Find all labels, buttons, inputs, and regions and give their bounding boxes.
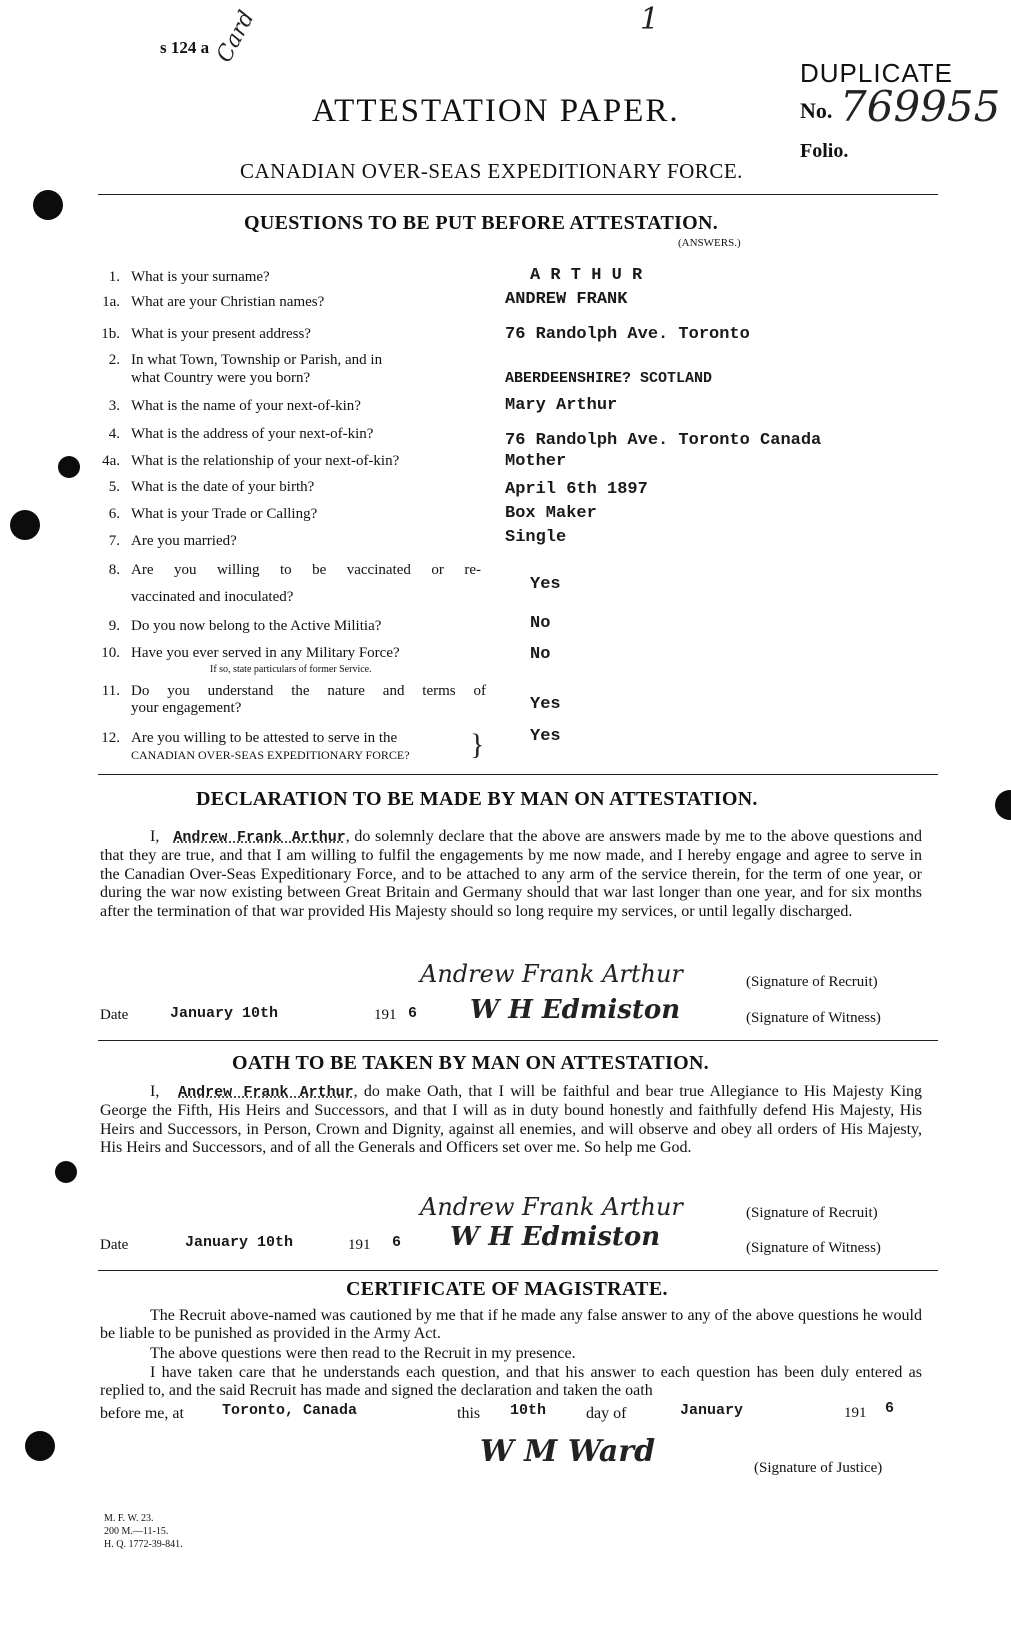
- answer-present-address: 76 Randolph Ave. Toronto: [505, 325, 750, 344]
- witness-signature: W H Edmiston: [450, 1222, 661, 1252]
- answers-label: (ANSWERS.): [678, 237, 741, 249]
- brace-mark: }: [470, 728, 485, 761]
- recruit-signature-label: (Signature of Recruit): [746, 1205, 878, 1221]
- question-text: Do you understand the nature and terms of: [131, 683, 486, 699]
- question-text: What are your Christian names?: [131, 294, 325, 310]
- punch-hole: [25, 1431, 55, 1461]
- question-text-cont: vaccinated and inoculated?: [131, 589, 294, 605]
- question-text: What is the address of your next-of-kin?: [131, 426, 374, 442]
- question-number: 10.: [101, 645, 120, 661]
- question-text: Do you now belong to the Active Militia?: [131, 618, 382, 634]
- declaration-body: , do solemnly declare that the above are answers made by me to the above questions and that they are true, and that I am willing to fulfil the engagements by me now made, and I hereby engage and agree to serve in the Canadian Over-Seas Expeditionary Force, and to be attached to any arm of the service therein, for the term of one year, or during the war now existing between Great Britain and Germany should that war last longer than one year, and for six months after the termination of that war provided His Majesty should so long require my services, or until legally discharged.: [100, 828, 923, 920]
- question-text: What is the name of your next-of-kin?: [131, 398, 361, 414]
- this-label: this: [457, 1405, 481, 1422]
- declaration-heading: DECLARATION TO BE MADE BY MAN ON ATTESTATION.: [196, 788, 758, 810]
- oath-heading: OATH TO BE TAKEN BY MAN ON ATTESTATION.: [232, 1052, 709, 1074]
- duplicate-stamp: DUPLICATE: [800, 58, 953, 88]
- answer-trade: Box Maker: [505, 504, 597, 523]
- question-text: What is the relationship of your next-of-kin?: [131, 453, 400, 469]
- question-text: What is your surname?: [131, 269, 270, 285]
- question-number: 1.: [108, 269, 120, 285]
- question-text-cont: CANADIAN OVER-SEAS EXPEDITIONARY FORCE?: [131, 748, 410, 762]
- divider: [98, 774, 938, 775]
- date-label: Date: [100, 1007, 129, 1023]
- oath-prefix: I,: [150, 1083, 160, 1100]
- form-code: s 124 a: [160, 38, 210, 57]
- answer-surname: A R T H U R: [530, 266, 643, 285]
- declaration-prefix: I,: [150, 828, 160, 845]
- oath-body: , do make Oath, that I will be faithful and bear true Allegiance to His Majesty King George the Fifth, His Heirs and Successors, and that I will as in duty bound honestly and faithfully defend His Majesty, His Heirs and Successors, in Person, Crown and Dignity, against all enemies, and will observe and obey all orders of His Majesty, His Heirs and Successors, and of all the Generals and Officers set over me. So help me God.: [100, 1083, 923, 1157]
- answer-willing-to-serve: Yes: [530, 727, 561, 746]
- question-text: What is your present address?: [131, 326, 311, 342]
- witness-signature-label: (Signature of Witness): [746, 1240, 881, 1256]
- answer-married: Single: [505, 528, 567, 547]
- year-prefix: 191: [844, 1405, 867, 1421]
- punch-hole: [55, 1161, 77, 1183]
- footer-codes: [104, 1512, 183, 1551]
- answer-birthplace: ABERDEENSHIRE? SCOTLAND: [505, 370, 713, 387]
- card-note: Card: [212, 6, 260, 67]
- question-text: Are you married?: [131, 533, 237, 549]
- question-number: 4a.: [102, 453, 120, 469]
- question-text: Have you ever served in any Military Force?: [131, 645, 400, 661]
- question-number: 8.: [108, 562, 120, 578]
- divider: [98, 1270, 938, 1271]
- question-text: What is your Trade or Calling?: [131, 506, 318, 522]
- day-of-label: day of: [586, 1405, 627, 1422]
- answer-vaccinated: Yes: [530, 575, 561, 594]
- witness-signature-label: (Signature of Witness): [746, 1010, 881, 1026]
- question-number: 1a.: [102, 294, 120, 310]
- page-title: ATTESTATION PAPER.: [312, 93, 680, 129]
- questions-heading: QUESTIONS TO BE PUT BEFORE ATTESTATION.: [244, 212, 719, 234]
- date-label: Date: [100, 1237, 129, 1253]
- question-text-cont: your engagement?: [131, 700, 242, 716]
- declaration-name: Andrew Frank Arthur: [173, 829, 346, 846]
- question-text-cont: what Country were you born?: [131, 370, 311, 386]
- answer-understand-terms: Yes: [530, 695, 561, 714]
- oath-name: Andrew Frank Arthur: [178, 1084, 354, 1101]
- declaration-text: [100, 828, 922, 921]
- recruit-signature: Andrew Frank Arthur: [420, 1193, 683, 1221]
- question-text: Are you willing to be attested to serve in the: [131, 730, 398, 746]
- certificate-place: Toronto, Canada: [222, 1402, 358, 1419]
- year-suffix: 6: [408, 1005, 418, 1022]
- number-value: 769955: [840, 82, 1001, 131]
- question-number: 6.: [108, 506, 120, 522]
- question-number: 7.: [108, 533, 120, 549]
- question-number: 5.: [108, 479, 120, 495]
- year-suffix: 6: [885, 1400, 895, 1417]
- certificate-paragraph-1: The Recruit above-named was cautioned by me that if he made any false answer to any of the above questions he would be liable to be punished as provided in the Army Act.: [100, 1307, 922, 1343]
- question-text: What is the date of your birth?: [131, 479, 315, 495]
- page-subtitle: CANADIAN OVER-SEAS EXPEDITIONARY FORCE.: [240, 159, 743, 183]
- folio-label: Folio.: [800, 140, 849, 162]
- question-number: 11.: [101, 683, 120, 699]
- answer-relationship: Mother: [505, 452, 567, 471]
- answer-military-force: No: [530, 645, 551, 664]
- justice-signature: W M Ward: [480, 1434, 656, 1469]
- certificate-paragraph-3: I have taken care that he understands each question, and that his answer to each question has been duly entered as replied to, and the said Recruit has made and signed the declaration and taken the oath: [100, 1364, 922, 1400]
- question-text: In what Town, Township or Parish, and in: [131, 352, 383, 368]
- witness-signature: W H Edmiston: [470, 995, 681, 1025]
- punch-hole: [58, 456, 80, 478]
- punch-hole: [995, 790, 1011, 820]
- justice-signature-label: (Signature of Justice): [754, 1460, 883, 1476]
- answer-active-militia: No: [530, 614, 551, 633]
- punch-hole: [33, 190, 63, 220]
- year-suffix: 6: [392, 1234, 402, 1251]
- certificate-day: 10th: [510, 1402, 547, 1419]
- footer-line: H. Q. 1772-39-841.: [104, 1539, 183, 1550]
- before-me-label: before me, at: [100, 1405, 184, 1422]
- answer-next-of-kin-address: 76 Randolph Ave. Toronto Canada: [505, 431, 822, 450]
- answer-christian-names: ANDREW FRANK: [505, 290, 628, 309]
- certificate-heading: CERTIFICATE OF MAGISTRATE.: [346, 1278, 668, 1300]
- number-label: No.: [800, 98, 833, 123]
- footer-line: 200 M.—11-15.: [104, 1526, 169, 1537]
- punch-hole: [10, 510, 40, 540]
- question-note: If so, state particulars of former Service.: [210, 664, 372, 675]
- certificate-paragraph-2: The above questions were then read to the Recruit in my presence.: [150, 1345, 576, 1362]
- footer-line: M. F. W. 23.: [104, 1513, 154, 1524]
- question-number: 2.: [108, 352, 120, 368]
- recruit-signature: Andrew Frank Arthur: [420, 960, 683, 988]
- year-prefix: 191: [374, 1007, 397, 1023]
- question-number: 4.: [108, 426, 120, 442]
- corner-mark: 1: [640, 2, 660, 37]
- answer-date-of-birth: April 6th 1897: [505, 480, 648, 499]
- question-number: 1b.: [101, 326, 120, 342]
- divider: [98, 194, 938, 195]
- oath-text: [100, 1083, 922, 1158]
- divider: [98, 1040, 938, 1041]
- recruit-signature-label: (Signature of Recruit): [746, 974, 878, 990]
- certificate-month: January: [680, 1402, 744, 1419]
- question-number: 9.: [108, 618, 120, 634]
- year-prefix: 191: [348, 1237, 371, 1253]
- declaration-date: January 10th: [170, 1005, 279, 1022]
- question-number: 3.: [108, 398, 120, 414]
- question-text: Are you willing to be vaccinated or re-: [131, 562, 481, 578]
- answer-next-of-kin: Mary Arthur: [505, 396, 618, 415]
- question-number: 12.: [101, 730, 120, 746]
- oath-date: January 10th: [185, 1234, 294, 1251]
